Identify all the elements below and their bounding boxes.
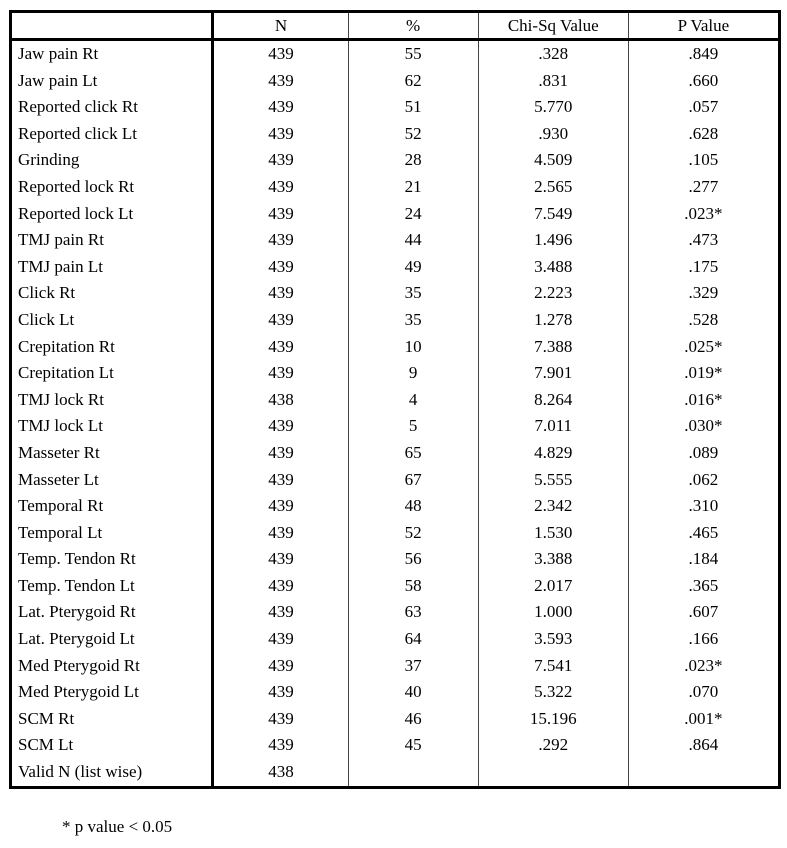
cell-p-value: .473 bbox=[688, 230, 719, 250]
cell-chi-sq: 7.388 bbox=[478, 334, 628, 361]
table-row bbox=[11, 546, 780, 573]
cell-p-value bbox=[628, 759, 779, 787]
header-row bbox=[11, 12, 780, 40]
table-row bbox=[11, 387, 780, 414]
cell-chi-sq: 7.549 bbox=[478, 201, 628, 228]
row-label: Temp. Tendon Lt bbox=[11, 573, 213, 600]
row-label: Click Rt bbox=[11, 280, 213, 307]
row-label: SCM Lt bbox=[11, 732, 213, 759]
table-row bbox=[11, 360, 780, 387]
cell-chi-sq: 3.388 bbox=[478, 546, 628, 573]
cell-percent: 46 bbox=[348, 706, 478, 733]
row-label: Reported lock Rt bbox=[11, 174, 213, 201]
cell-p-value: .864 bbox=[688, 735, 719, 755]
cell-percent: 64 bbox=[348, 626, 478, 653]
row-label: Lat. Pterygoid Rt bbox=[11, 599, 213, 626]
cell-percent: 65 bbox=[348, 440, 478, 467]
cell-n: 439 bbox=[213, 174, 348, 201]
cell-chi-sq: 2.565 bbox=[478, 174, 628, 201]
table-row bbox=[11, 334, 780, 361]
cell-chi-sq: 15.196 bbox=[478, 706, 628, 733]
table-row bbox=[11, 653, 780, 680]
cell-n: 439 bbox=[213, 360, 348, 387]
cell-percent: 51 bbox=[348, 94, 478, 121]
table-row bbox=[11, 254, 780, 281]
cell-percent: 55 bbox=[348, 40, 478, 68]
cell-n: 439 bbox=[213, 573, 348, 600]
cell-p-value: .607 bbox=[688, 602, 719, 622]
row-label: Reported click Lt bbox=[11, 121, 213, 148]
row-label: Med Pterygoid Lt bbox=[11, 679, 213, 706]
results-table bbox=[9, 10, 781, 789]
cell-chi-sq: 5.322 bbox=[478, 679, 628, 706]
cell-p-value: .365 bbox=[688, 575, 719, 595]
cell-n: 439 bbox=[213, 334, 348, 361]
table-body bbox=[11, 40, 780, 788]
cell-chi-sq: 7.011 bbox=[478, 413, 628, 440]
cell-n: 439 bbox=[213, 679, 348, 706]
cell-p-value: .057 bbox=[688, 97, 719, 117]
table-row bbox=[11, 706, 780, 733]
table-row bbox=[11, 413, 780, 440]
cell-n: 439 bbox=[213, 68, 348, 95]
cell-p-value: .528 bbox=[688, 309, 719, 329]
cell-chi-sq: 2.017 bbox=[478, 573, 628, 600]
row-label: Crepitation Rt bbox=[11, 334, 213, 361]
cell-p-value: .023* bbox=[684, 655, 723, 675]
table-row bbox=[11, 227, 780, 254]
table-row bbox=[11, 467, 780, 494]
cell-percent: 9 bbox=[348, 360, 478, 387]
cell-n: 439 bbox=[213, 280, 348, 307]
cell-percent: 52 bbox=[348, 520, 478, 547]
table-row bbox=[11, 280, 780, 307]
cell-chi-sq: 3.488 bbox=[478, 254, 628, 281]
row-label: Masseter Lt bbox=[11, 467, 213, 494]
row-label: Valid N (list wise) bbox=[11, 759, 213, 787]
cell-p-value: .660 bbox=[688, 70, 719, 90]
cell-p-value: .166 bbox=[688, 629, 719, 649]
cell-percent: 35 bbox=[348, 307, 478, 334]
cell-p-value: .023* bbox=[684, 203, 723, 223]
cell-chi-sq: 8.264 bbox=[478, 387, 628, 414]
table-row bbox=[11, 520, 780, 547]
cell-n: 439 bbox=[213, 254, 348, 281]
table-row bbox=[11, 121, 780, 148]
cell-percent: 49 bbox=[348, 254, 478, 281]
cell-n: 439 bbox=[213, 147, 348, 174]
cell-chi-sq: 1.496 bbox=[478, 227, 628, 254]
row-label: Crepitation Lt bbox=[11, 360, 213, 387]
cell-chi-sq: 7.541 bbox=[478, 653, 628, 680]
cell-n: 439 bbox=[213, 307, 348, 334]
cell-percent: 10 bbox=[348, 334, 478, 361]
cell-n: 439 bbox=[213, 493, 348, 520]
row-label: Jaw pain Lt bbox=[11, 68, 213, 95]
table-row bbox=[11, 201, 780, 228]
table-row bbox=[11, 68, 780, 95]
cell-p-value: .465 bbox=[688, 522, 719, 542]
table-row bbox=[11, 147, 780, 174]
cell-chi-sq: .292 bbox=[478, 732, 628, 759]
table-row bbox=[11, 94, 780, 121]
cell-percent: 37 bbox=[348, 653, 478, 680]
table-row bbox=[11, 174, 780, 201]
cell-percent: 40 bbox=[348, 679, 478, 706]
table-row bbox=[11, 679, 780, 706]
cell-n: 439 bbox=[213, 121, 348, 148]
cell-percent: 28 bbox=[348, 147, 478, 174]
cell-chi-sq: 1.278 bbox=[478, 307, 628, 334]
row-label: Jaw pain Rt bbox=[11, 40, 213, 68]
table-row bbox=[11, 40, 780, 68]
cell-percent: 56 bbox=[348, 546, 478, 573]
row-label: Temporal Rt bbox=[11, 493, 213, 520]
table-row bbox=[11, 307, 780, 334]
cell-percent: 5 bbox=[348, 413, 478, 440]
cell-n: 439 bbox=[213, 546, 348, 573]
row-label: TMJ lock Rt bbox=[11, 387, 213, 414]
row-label: TMJ pain Lt bbox=[11, 254, 213, 281]
header-label bbox=[11, 12, 213, 40]
cell-chi-sq bbox=[478, 759, 628, 787]
cell-n: 439 bbox=[213, 599, 348, 626]
row-label: Lat. Pterygoid Lt bbox=[11, 626, 213, 653]
row-label: Reported click Rt bbox=[11, 94, 213, 121]
row-label: Temp. Tendon Rt bbox=[11, 546, 213, 573]
header-n: N bbox=[213, 12, 348, 40]
cell-p-value: .175 bbox=[688, 256, 719, 276]
header-percent: % bbox=[348, 12, 478, 40]
row-label: Masseter Rt bbox=[11, 440, 213, 467]
cell-chi-sq: 4.829 bbox=[478, 440, 628, 467]
cell-chi-sq: 2.223 bbox=[478, 280, 628, 307]
cell-n: 439 bbox=[213, 626, 348, 653]
cell-n: 439 bbox=[213, 94, 348, 121]
cell-p-value: .062 bbox=[688, 469, 719, 489]
cell-percent bbox=[348, 759, 478, 787]
cell-percent: 45 bbox=[348, 732, 478, 759]
table-row bbox=[11, 759, 780, 787]
cell-percent: 21 bbox=[348, 174, 478, 201]
header-chi-sq: Chi-Sq Value bbox=[478, 12, 628, 40]
cell-percent: 35 bbox=[348, 280, 478, 307]
cell-percent: 24 bbox=[348, 201, 478, 228]
cell-chi-sq: .930 bbox=[478, 121, 628, 148]
cell-percent: 48 bbox=[348, 493, 478, 520]
cell-percent: 62 bbox=[348, 68, 478, 95]
table-row bbox=[11, 493, 780, 520]
cell-percent: 63 bbox=[348, 599, 478, 626]
cell-n: 439 bbox=[213, 520, 348, 547]
cell-n: 439 bbox=[213, 706, 348, 733]
cell-n: 439 bbox=[213, 653, 348, 680]
cell-p-value: .849 bbox=[688, 44, 719, 63]
cell-chi-sq: .328 bbox=[478, 40, 628, 68]
cell-chi-sq: 1.530 bbox=[478, 520, 628, 547]
cell-p-value: .016* bbox=[684, 389, 723, 409]
cell-chi-sq: 2.342 bbox=[478, 493, 628, 520]
row-label: TMJ pain Rt bbox=[11, 227, 213, 254]
table-row bbox=[11, 440, 780, 467]
cell-n: 439 bbox=[213, 201, 348, 228]
cell-chi-sq: 5.555 bbox=[478, 467, 628, 494]
header-p-value: P Value bbox=[628, 12, 779, 40]
cell-n: 439 bbox=[213, 467, 348, 494]
row-label: Grinding bbox=[11, 147, 213, 174]
footnote: * p value < 0.05 bbox=[62, 817, 173, 836]
cell-p-value: .089 bbox=[688, 442, 719, 462]
table-row bbox=[11, 599, 780, 626]
cell-percent: 4 bbox=[348, 387, 478, 414]
cell-n: 439 bbox=[213, 40, 348, 68]
table-row bbox=[11, 626, 780, 653]
cell-p-value: .019* bbox=[684, 363, 723, 383]
cell-p-value: .184 bbox=[688, 549, 719, 569]
cell-percent: 44 bbox=[348, 227, 478, 254]
cell-n: 438 bbox=[213, 759, 348, 787]
cell-p-value: .105 bbox=[688, 150, 719, 170]
cell-p-value: .277 bbox=[688, 176, 719, 196]
cell-chi-sq: 5.770 bbox=[478, 94, 628, 121]
cell-p-value: .628 bbox=[688, 123, 719, 143]
row-label: SCM Rt bbox=[11, 706, 213, 733]
cell-percent: 67 bbox=[348, 467, 478, 494]
cell-p-value: .329 bbox=[688, 283, 719, 303]
cell-chi-sq: 1.000 bbox=[478, 599, 628, 626]
cell-chi-sq: 4.509 bbox=[478, 147, 628, 174]
cell-p-value: .030* bbox=[684, 416, 723, 436]
row-label: Click Lt bbox=[11, 307, 213, 334]
row-label: TMJ lock Lt bbox=[11, 413, 213, 440]
cell-n: 439 bbox=[213, 732, 348, 759]
cell-p-value: .001* bbox=[684, 708, 723, 728]
cell-chi-sq: .831 bbox=[478, 68, 628, 95]
row-label: Med Pterygoid Rt bbox=[11, 653, 213, 680]
cell-chi-sq: 7.901 bbox=[478, 360, 628, 387]
cell-n: 438 bbox=[213, 387, 348, 414]
cell-p-value: .070 bbox=[688, 682, 719, 702]
cell-percent: 52 bbox=[348, 121, 478, 148]
cell-n: 439 bbox=[213, 440, 348, 467]
cell-chi-sq: 3.593 bbox=[478, 626, 628, 653]
cell-n: 439 bbox=[213, 227, 348, 254]
cell-p-value: .025* bbox=[684, 336, 723, 356]
row-label: Reported lock Lt bbox=[11, 201, 213, 228]
table-row bbox=[11, 732, 780, 759]
table-row bbox=[11, 573, 780, 600]
cell-n: 439 bbox=[213, 413, 348, 440]
cell-percent: 58 bbox=[348, 573, 478, 600]
row-label: Temporal Lt bbox=[11, 520, 213, 547]
cell-p-value: .310 bbox=[688, 496, 719, 516]
